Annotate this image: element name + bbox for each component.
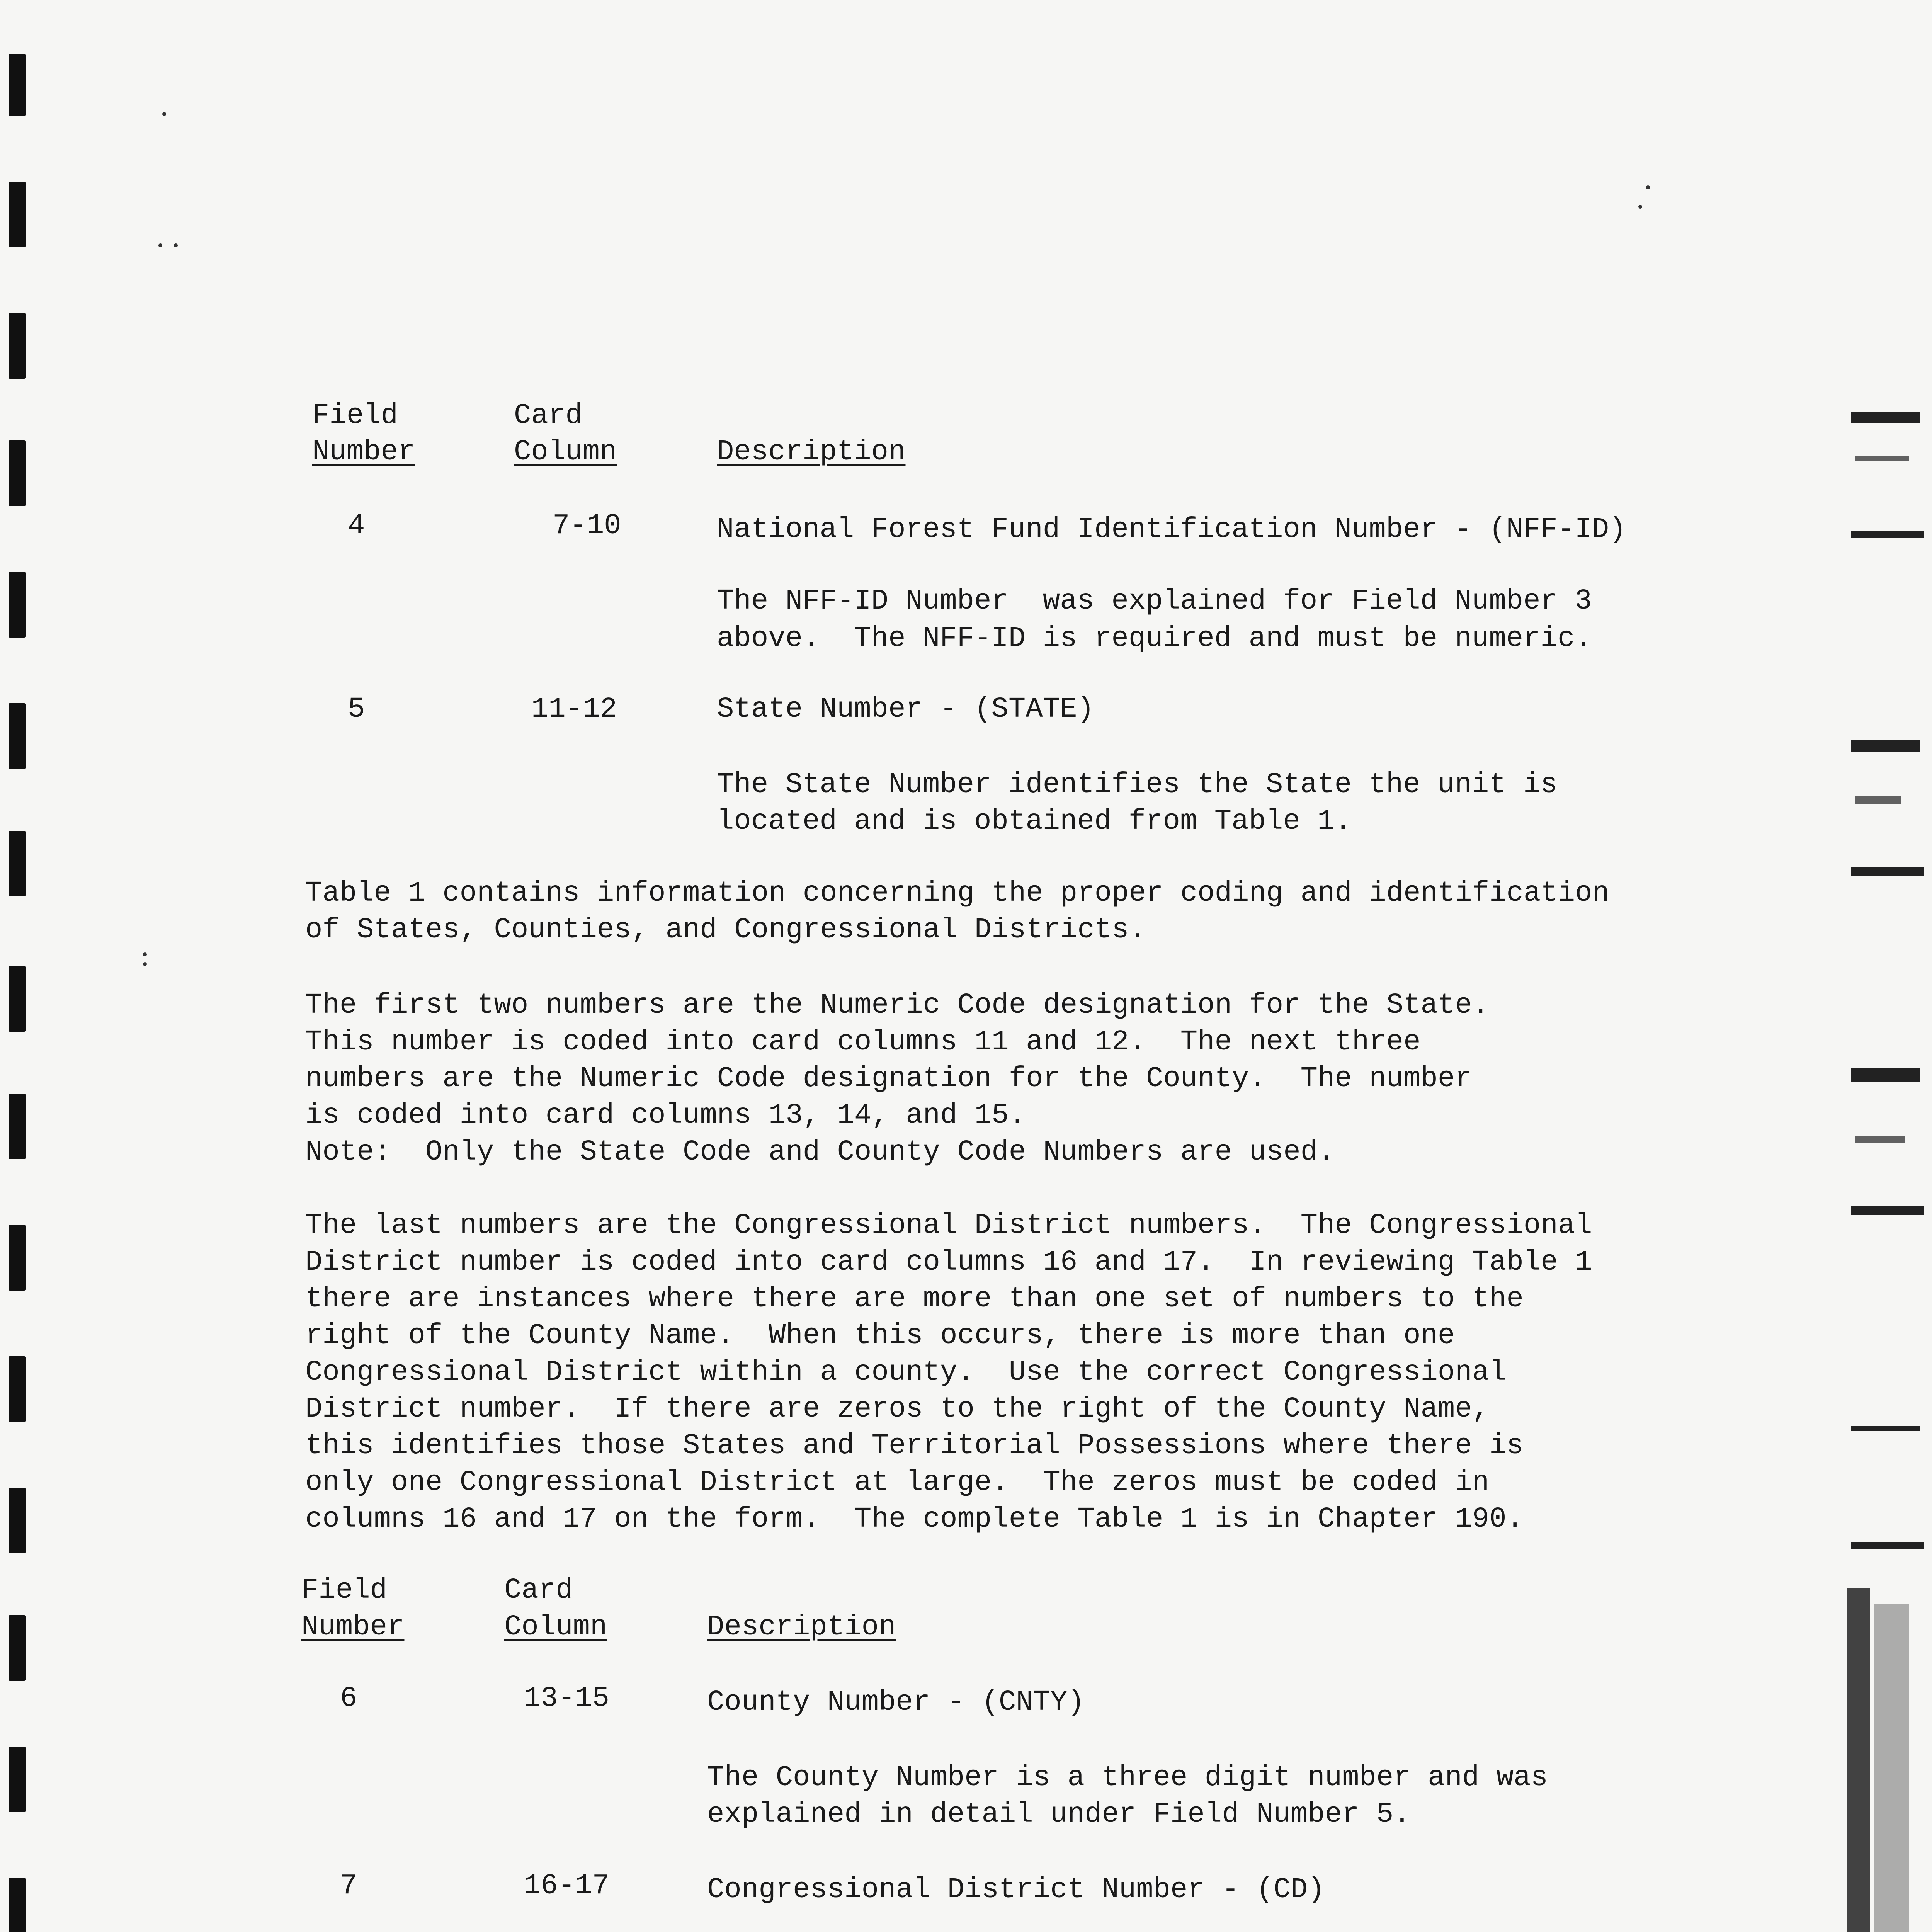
paragraph-line: The last numbers are the Congressional District numbers. The Congressional — [305, 1209, 1592, 1242]
field-number: 5 — [348, 693, 365, 726]
header-card: Card — [514, 400, 583, 432]
speck — [143, 962, 147, 966]
speck — [143, 952, 147, 956]
punch-hole — [9, 1225, 26, 1291]
paragraph-line: of States, Counties, and Congressional Districts. — [305, 914, 1146, 946]
field-description-line: above. The NFF-ID is required and must be numeric. — [717, 622, 1592, 655]
punch-hole — [9, 1615, 26, 1681]
paragraph-line: columns 16 and 17 on the form. The complete Table 1 is in Chapter 190. — [305, 1503, 1524, 1536]
field-number: 6 — [340, 1682, 357, 1715]
punch-hole — [9, 1356, 26, 1422]
punch-hole — [9, 1747, 26, 1812]
paragraph-line: is coded into card columns 13, 14, and 15. — [305, 1099, 1026, 1132]
field-number: 4 — [348, 510, 365, 542]
speck — [1638, 205, 1642, 209]
header-description: Description — [707, 1611, 896, 1643]
speck — [162, 112, 166, 116]
paragraph-line: This number is coded into card columns 11 and 12. The next three — [305, 1026, 1421, 1058]
paragraph-line: Note: Only the State Code and County Code Numbers are used. — [305, 1136, 1335, 1168]
paragraph-line: District number is coded into card columns 16 and 17. In reviewing Table 1 — [305, 1246, 1592, 1279]
field-description-line: The NFF-ID Number was explained for Field Number 3 — [717, 585, 1592, 617]
field-description-line: The State Number identifies the State the unit is — [717, 769, 1558, 801]
punch-hole — [9, 1094, 26, 1159]
field-description-line: The County Number is a three digit number and was — [707, 1762, 1548, 1794]
punch-hole — [9, 54, 26, 116]
paragraph-line: The first two numbers are the Numeric Code designation for the State. — [305, 989, 1490, 1022]
header-column: Column — [504, 1611, 607, 1643]
field-title: State Number - (STATE) — [717, 693, 1094, 726]
paragraph-line: District number. If there are zeros to the right of the County Name, — [305, 1393, 1490, 1425]
header-number: Number — [312, 436, 415, 468]
header-description: Description — [717, 436, 906, 468]
speck — [1646, 185, 1650, 189]
paragraph-line: there are instances where there are more than one set of numbers to the — [305, 1283, 1524, 1315]
speck — [158, 243, 162, 247]
punch-hole — [9, 1488, 26, 1553]
field-title: National Forest Fund Identification Number - (NFF-ID) — [717, 514, 1626, 546]
speck — [174, 243, 178, 247]
paragraph-line: this identifies those States and Territorial Possessions where there is — [305, 1430, 1524, 1462]
punch-hole — [9, 572, 26, 638]
punch-hole — [9, 182, 26, 247]
punch-hole — [9, 703, 26, 769]
card-columns: 13-15 — [524, 1682, 610, 1715]
punch-hole — [9, 440, 26, 506]
field-description-line: located and is obtained from Table 1. — [717, 805, 1352, 838]
header-field: Field — [301, 1574, 388, 1607]
field-title: County Number - (CNTY) — [707, 1686, 1085, 1719]
header-field: Field — [312, 400, 398, 432]
field-description-line: explained in detail under Field Number 5. — [707, 1798, 1411, 1831]
field-title: Congressional District Number - (CD) — [707, 1874, 1325, 1906]
paragraph-line: only one Congressional District at large. The zeros must be coded in — [305, 1466, 1490, 1499]
punch-hole — [9, 1878, 26, 1932]
field-number: 7 — [340, 1870, 357, 1902]
paragraph-line: Table 1 contains information concerning the proper coding and identification — [305, 877, 1609, 910]
card-columns: 7-10 — [553, 510, 621, 542]
card-columns: 16-17 — [524, 1870, 610, 1902]
punch-hole — [9, 313, 26, 379]
header-number: Number — [301, 1611, 405, 1643]
paragraph-line: right of the County Name. When this occurs, there is more than one — [305, 1320, 1455, 1352]
punch-hole — [9, 831, 26, 896]
header-card: Card — [504, 1574, 573, 1607]
punch-hole — [9, 966, 26, 1032]
header-column: Column — [514, 436, 617, 468]
paragraph-line: numbers are the Numeric Code designation for the County. The number — [305, 1063, 1472, 1095]
card-columns: 11-12 — [531, 693, 617, 726]
paragraph-line: Congressional District within a county. Use the correct Congressional — [305, 1356, 1507, 1389]
